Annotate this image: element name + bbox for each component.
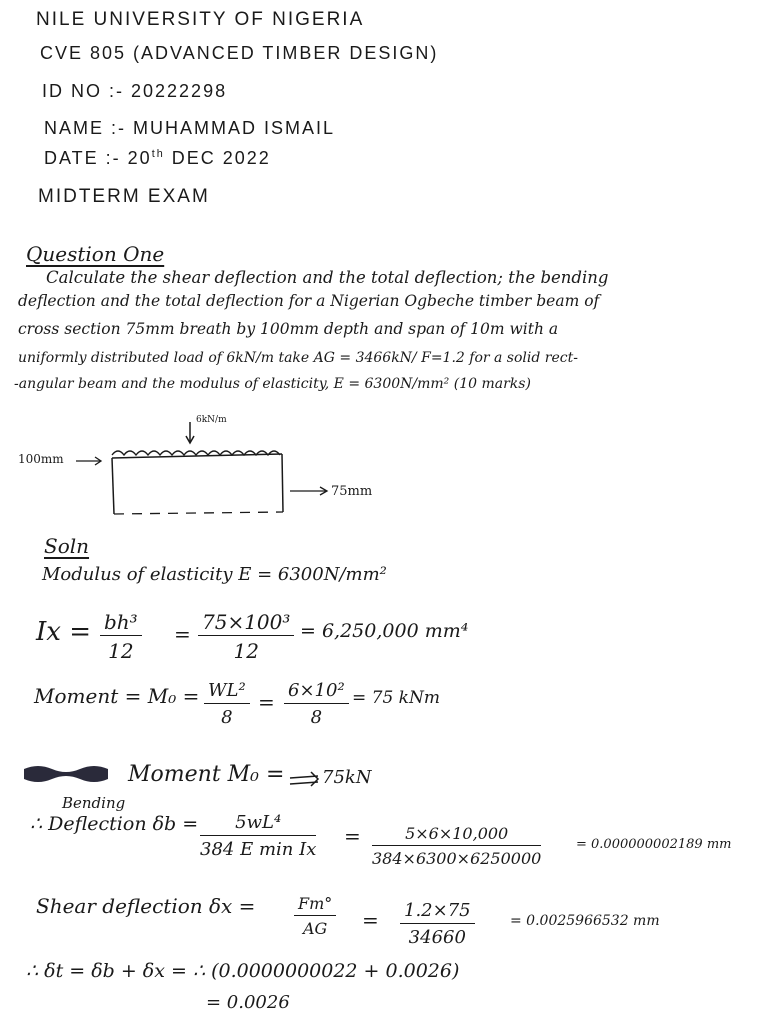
question-line-4: uniformly distributed load of 6kN/m take AG = 3466kN/ F=1.2 for a solid rect- <box>18 350 578 366</box>
id-number: ID NO :- 20222298 <box>42 81 228 101</box>
shear-numerator: Fm° <box>294 896 336 916</box>
ix-equals: = <box>174 622 191 646</box>
ix-result: = 6,250,000 mm⁴ <box>300 620 469 642</box>
strikethrough-arrow <box>311 772 318 786</box>
moment-numerator: WL² <box>204 682 250 704</box>
bending-denominator: 384 E min Ix <box>200 839 317 860</box>
date-prefix: DATE :- 20 <box>44 148 152 168</box>
student-name: NAME :- MUHAMMAD ISMAIL <box>44 118 336 138</box>
date-suffix: DEC 2022 <box>164 148 271 168</box>
moment-result: = 75 kNm <box>352 688 440 708</box>
ix-lhs: Ix = <box>36 617 91 647</box>
depth-label: 100mm <box>18 452 64 466</box>
modulus-line: Modulus of elasticity E = 6300N/mm² <box>42 564 387 585</box>
bending-fraction <box>200 814 316 859</box>
ix-numerator-2: 75×100³ <box>198 612 294 636</box>
ix-denominator-2: 12 <box>233 639 259 663</box>
shear-numerator-2: 1.2×75 <box>400 902 475 924</box>
moment-numerator-2: 6×10² <box>284 682 349 704</box>
question-line-3: cross section 75mm breath by 100mm depth and span of 10m with a <box>18 320 559 338</box>
shear-result: = 0.0025966532 mm <box>510 913 660 929</box>
question-line-2: deflection and the total deflection for a Nigerian Ogbeche timber beam of <box>18 292 600 310</box>
moment-repeat-value: 75kN <box>322 767 372 788</box>
bending-denominator-2: 384×6300×6250000 <box>372 849 542 868</box>
beam-right-edge <box>282 454 283 512</box>
total-line: ∴ δt = δb + δx = ∴ (0.0000000022 + 0.0026) <box>26 960 460 982</box>
bending-lhs: ∴ Deflection δb = <box>30 813 199 835</box>
load-label: 6kN/m <box>196 415 227 425</box>
moment-denominator: 8 <box>221 707 233 728</box>
bending-equals: = <box>344 824 361 848</box>
bending-numerator-2: 5×6×10,000 <box>372 826 541 846</box>
question-title: Question One <box>26 242 165 266</box>
question-line-1: Calculate the shear deflection and the total deflection; the bending <box>46 268 609 287</box>
beam-left-edge <box>112 458 114 514</box>
bending-result: = 0.000000002189 mm <box>576 837 732 852</box>
shear-lhs: Shear deflection δx = <box>36 894 256 918</box>
scribble-blot <box>24 766 108 782</box>
bending-word: Bending <box>62 794 126 812</box>
moment-fraction-2 <box>284 682 349 727</box>
bending-fraction-2 <box>372 826 541 867</box>
ix-fraction-2 <box>198 612 294 661</box>
shear-fraction-2 <box>400 902 475 947</box>
strikethrough-top <box>290 776 318 778</box>
moment-equals: = <box>258 690 275 714</box>
shear-denominator: AG <box>302 919 328 938</box>
moment-fraction <box>204 682 250 727</box>
moment-lhs: Moment = M₀ = <box>34 684 200 708</box>
question-line-5: -angular beam and the modulus of elasticity, E = 6300N/mm² (10 marks) <box>14 376 531 392</box>
beam-bottom-edge <box>114 512 283 514</box>
shear-equals: = <box>362 908 379 932</box>
ix-numerator: bh³ <box>100 612 142 636</box>
width-label: 75mm <box>331 484 373 499</box>
ix-fraction <box>100 612 142 661</box>
bending-numerator: 5wL⁴ <box>200 814 316 836</box>
course-title: CVE 805 (ADVANCED TIMBER DESIGN) <box>40 43 439 63</box>
ix-denominator: 12 <box>108 639 134 663</box>
shear-denominator-2: 34660 <box>408 927 466 948</box>
moment-denominator-2: 8 <box>310 707 323 728</box>
solution-title: Soln <box>44 534 90 558</box>
exam-type: MIDTERM EXAM <box>38 186 210 207</box>
shear-fraction <box>294 896 336 937</box>
total-result: = 0.0026 <box>206 992 290 1013</box>
date-suffix-sup: th <box>151 148 165 160</box>
university-name: NILE UNIVERSITY OF NIGERIA <box>36 9 365 30</box>
moment-repeat-lhs: Moment M₀ = <box>128 762 285 787</box>
